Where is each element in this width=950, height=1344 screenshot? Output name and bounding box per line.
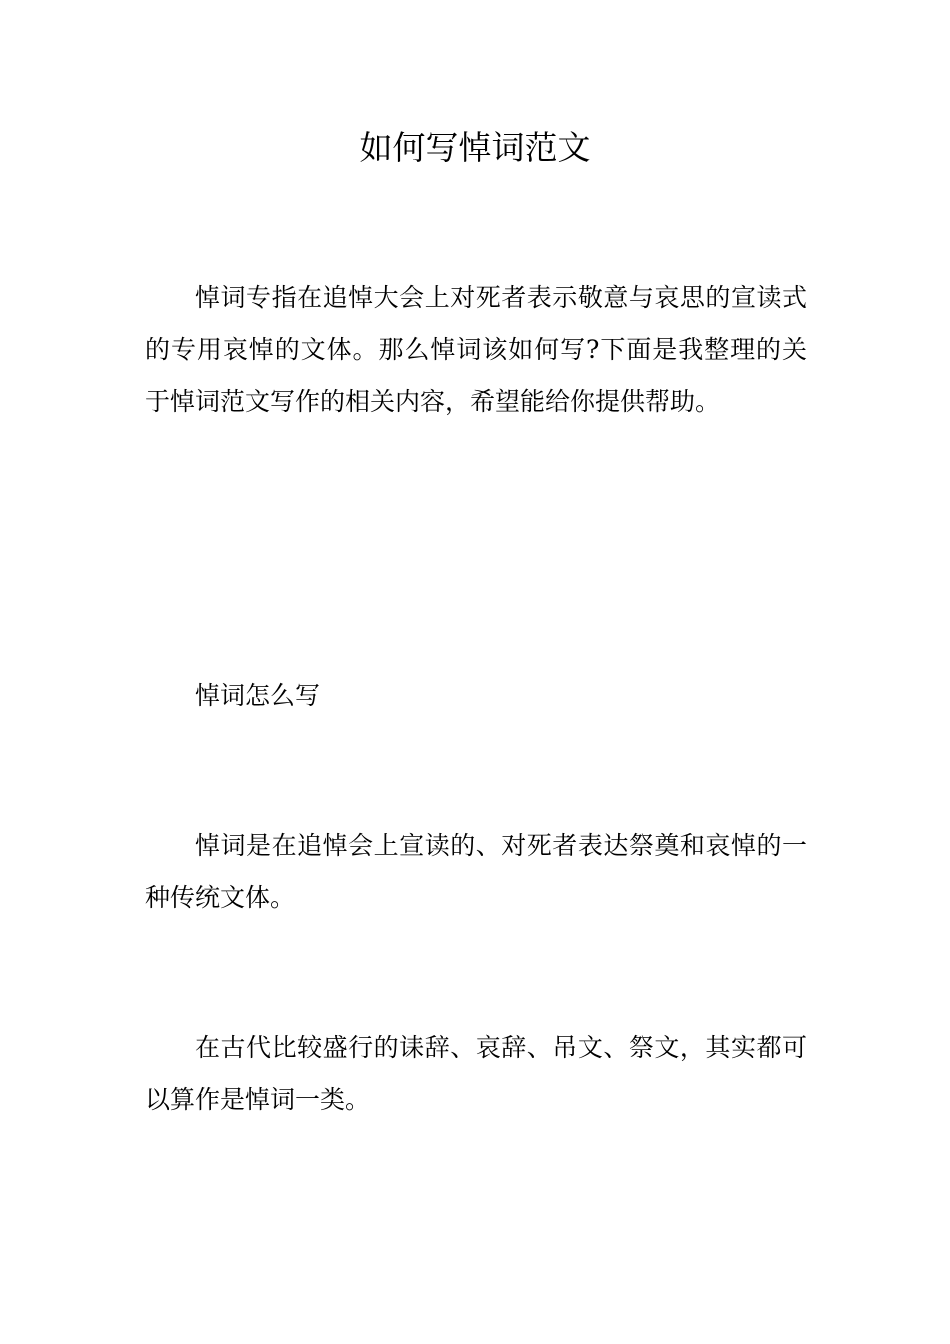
document-title: 如何写悼词范文 bbox=[359, 128, 591, 167]
body-paragraph: 悼词是在追悼会上宣读的、对死者表达祭奠和哀悼的一种传统文体。 bbox=[145, 831, 807, 912]
intro-paragraph: 悼词专指在追悼大会上对死者表示敬意与哀思的宣读式的专用哀悼的文体。那么悼词该如何写?下面是我整理的关于悼词范文写作的相关内容，希望能给你提供帮助。 bbox=[145, 283, 807, 416]
section-heading: 悼词怎么写 bbox=[195, 681, 321, 710]
body-paragraph: 在古代比较盛行的诔辞、哀辞、吊文、祭文，其实都可以算作是悼词一类。 bbox=[145, 1033, 807, 1114]
